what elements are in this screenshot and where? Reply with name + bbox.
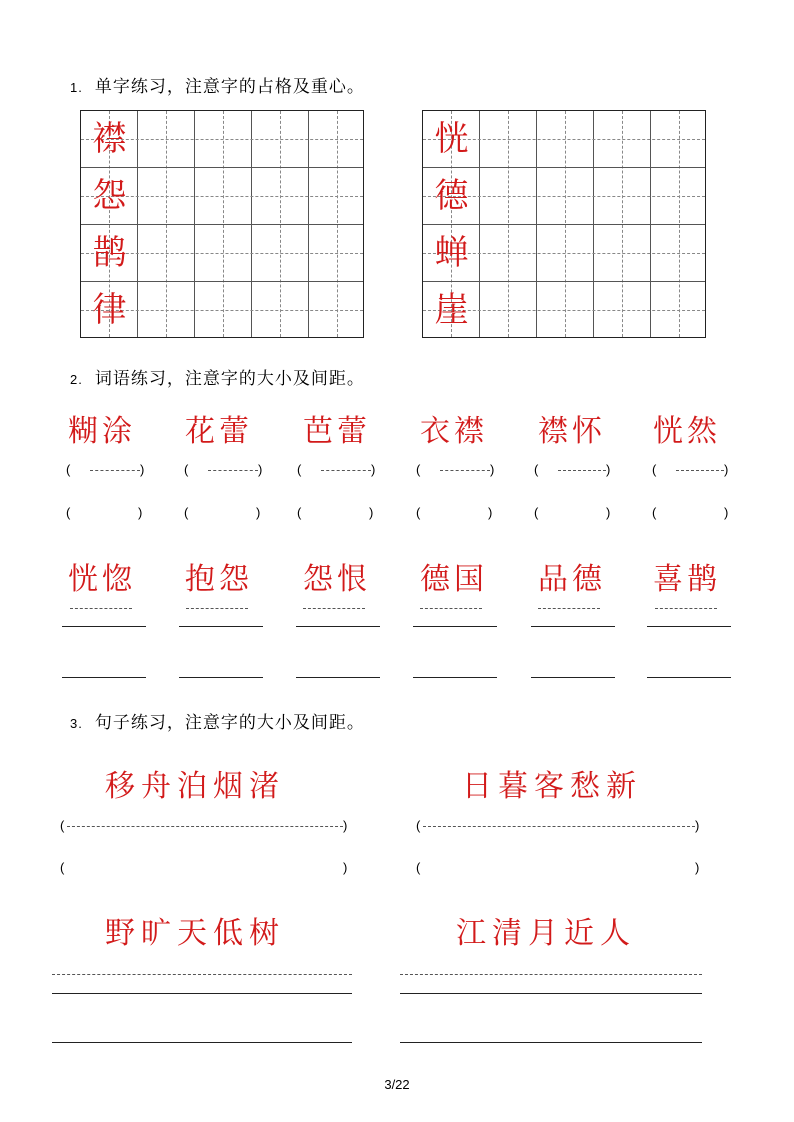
- section-3-title: [70, 708, 365, 733]
- paren-open: (: [60, 818, 65, 833]
- paren-close: ): [140, 462, 145, 477]
- section-2-number: 2.: [70, 372, 83, 387]
- character-grid-right: [422, 110, 706, 338]
- sentence-item: 日暮客愁新: [462, 769, 642, 804]
- word-item: 恍然: [653, 414, 721, 449]
- paren-close: ): [606, 462, 611, 477]
- sentence-item: 移舟泊烟渚: [105, 769, 285, 804]
- paren-close: ): [488, 505, 493, 520]
- paren-close: ): [724, 505, 729, 520]
- paren-open: (: [652, 462, 657, 477]
- grid-char: 恍: [434, 119, 469, 159]
- word-item: 恍惚: [68, 562, 136, 597]
- section-1-number: 1.: [70, 80, 83, 95]
- section-2-title: [70, 364, 365, 389]
- section-1-title: [70, 72, 365, 97]
- paren-open: (: [416, 818, 421, 833]
- grid-char: 律: [92, 290, 127, 330]
- paren-close: ): [724, 462, 729, 477]
- paren-close: ): [256, 505, 261, 520]
- grid-char: 德: [434, 176, 469, 216]
- section-2-text: 词语练习，注意字的大小及间距。: [94, 369, 365, 389]
- sentence-item: 野旷天低树: [105, 916, 285, 951]
- grid-char: 怨: [92, 176, 127, 216]
- paren-close: ): [371, 462, 376, 477]
- word-item: 花蕾: [185, 414, 253, 449]
- word-item: 襟怀: [538, 414, 606, 449]
- grid-char: 鹊: [92, 233, 127, 273]
- paren-open: (: [60, 860, 65, 875]
- paren-close: ): [258, 462, 263, 477]
- grid-char: 襟: [92, 119, 127, 159]
- section-3-text: 句子练习，注意字的大小及间距。: [94, 713, 365, 733]
- paren-close: ): [343, 860, 348, 875]
- paren-close: ): [695, 860, 700, 875]
- paren-open: (: [297, 462, 302, 477]
- paren-open: (: [534, 462, 539, 477]
- page-number: 3/22: [384, 1077, 410, 1092]
- paren-open: (: [66, 505, 71, 520]
- paren-close: ): [138, 505, 143, 520]
- word-item: 衣襟: [420, 414, 488, 449]
- grid-char: 崖: [434, 290, 469, 330]
- paren-open: (: [416, 860, 421, 875]
- paren-open: (: [184, 462, 189, 477]
- word-item: 芭蕾: [303, 414, 371, 449]
- paren-open: (: [652, 505, 657, 520]
- grid-char: 蝉: [434, 233, 469, 273]
- section-3-number: 3.: [70, 716, 83, 731]
- section-1-text: 单字练习，注意字的占格及重心。: [94, 77, 365, 97]
- paren-open: (: [297, 505, 302, 520]
- paren-open: (: [66, 462, 71, 477]
- word-item: 喜鹊: [653, 562, 721, 597]
- paren-open: (: [534, 505, 539, 520]
- paren-open: (: [416, 505, 421, 520]
- word-item: 抱怨: [185, 562, 253, 597]
- word-item: 糊涂: [68, 414, 136, 449]
- word-item: 德国: [420, 562, 488, 597]
- paren-close: ): [369, 505, 374, 520]
- paren-open: (: [184, 505, 189, 520]
- paren-close: ): [695, 818, 700, 833]
- word-item: 怨恨: [303, 562, 371, 597]
- paren-close: ): [490, 462, 495, 477]
- paren-close: ): [606, 505, 611, 520]
- paren-open: (: [416, 462, 421, 477]
- word-item: 品德: [538, 562, 606, 597]
- paren-close: ): [343, 818, 348, 833]
- sentence-item: 江清月近人: [456, 916, 636, 951]
- character-grid-left: [80, 110, 364, 338]
